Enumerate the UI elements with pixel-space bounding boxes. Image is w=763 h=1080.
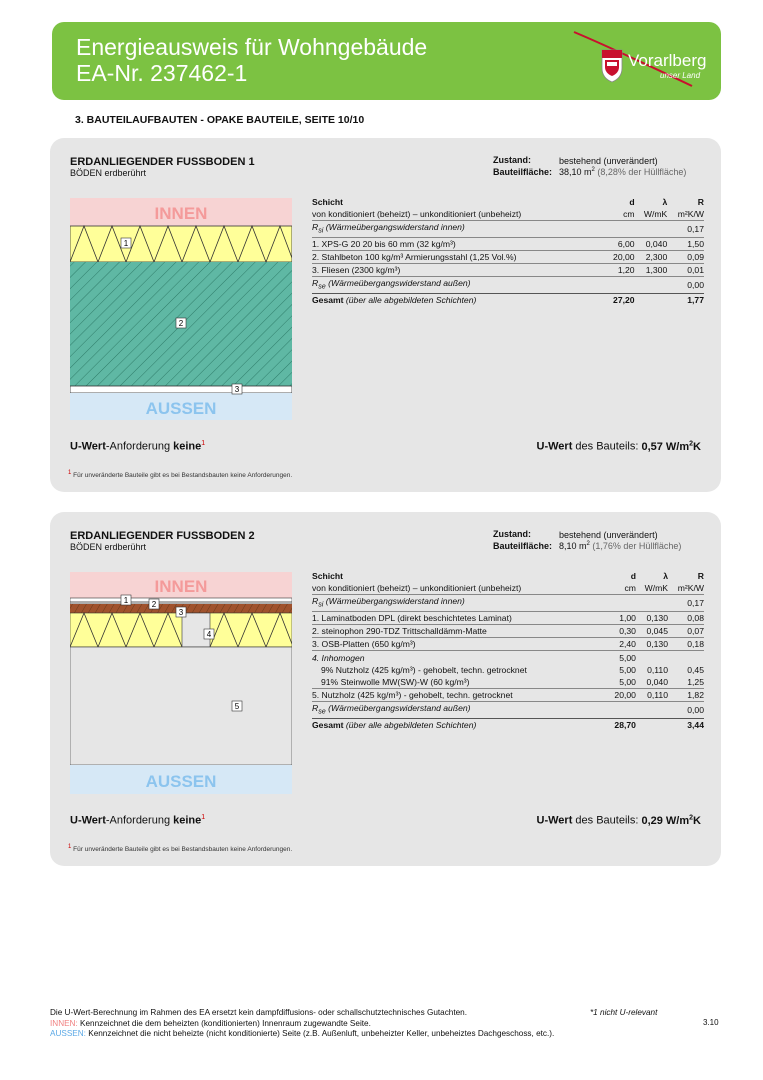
col-schicht: Schicht	[312, 571, 344, 581]
col-r: R	[697, 571, 704, 581]
u-requirement: U-Wert-Anforderung keine$^1$	[70, 440, 206, 453]
table-row: 3. Fliesen (2300 kg/m³) 1,20 1,300 0,01	[312, 265, 704, 276]
table-row: 4. Inhomogen 5,00	[312, 652, 636, 663]
table-row: 3. OSB-Platten (650 kg/m³) 2,40 0,130 0,18	[312, 639, 704, 650]
aussen-label: AUSSEN	[145, 772, 217, 791]
diagram-tag: 4	[206, 630, 212, 639]
title-line-2: EA-Nr. 237462-1	[76, 60, 248, 86]
footer-innen: INNEN: Kennzeichnet die dem beheizten (konditionierten) Innenraum zugewandte Seite.	[50, 1018, 371, 1028]
layer-tiles	[70, 386, 292, 393]
huelle-percent: (1,76% der Hüllfläche)	[592, 541, 682, 551]
zustand-label: Zustand:	[493, 529, 531, 539]
zustand-value: bestehend (unverändert)	[559, 530, 658, 540]
page-number: 3.10	[703, 1018, 719, 1027]
diagram-tag: 5	[234, 702, 240, 711]
footnote: 1 Für unveränderte Bauteile gibt es bei Bestandsbauten keine Anforderungen.	[68, 470, 293, 480]
table-row: 1. Laminatboden DPL (direkt beschichtetes Laminat) 1,00 0,130 0,08	[312, 613, 704, 623]
svg-text:unser Land: unser Land	[660, 71, 701, 80]
aussen-label: AUSSEN	[145, 399, 217, 418]
u-value: U-Wert des Bauteils: 0,29 $W/m^2K$	[536, 814, 701, 827]
table-row: $R_{se}$ (Wärmeübergangswiderstand außen) 0,00	[312, 278, 704, 292]
diagram-tag: 3	[234, 385, 240, 394]
title-line-1: Energieausweis für Wohngebäude	[76, 34, 428, 60]
table-row: 91% Steinwolle MW(SW)-W (60 kg/m³) 5,00 0,040 1,25	[312, 676, 704, 689]
footnote: 1 Für unveränderte Bauteile gibt es bei Bestandsbauten keine Anforderungen.	[68, 844, 293, 854]
u-requirement: U-Wert-Anforderung keine$^1$	[70, 814, 206, 827]
vorarlberg-logo	[572, 28, 712, 94]
diagram-tag: 2	[151, 600, 157, 609]
component-card-2	[50, 512, 721, 866]
header-banner	[52, 22, 721, 100]
diagram-tag: 2	[178, 319, 184, 328]
layer-table: Schicht d λ R von konditioniert (beheizt) – unkonditioniert (unbeheizt) cm W/mK m²K/W $R_{si}$ (Wärmeübergangswiderstand innen) 0,17 1. XPS-G 20 20 bis 60 mm (32 kg/m³) 6,00 0,040 1,50 2. Stahlbeton 100 kg/m³ Armierungsstahl (1,25 Vol.%) 20,00 2,300 0,09 3. Fliesen (2300 kg/m³) 1,20 1,300 0,01 $R_{se}$ (Wärmeübergangswiderstand außen) 0,00 Gesamt (über alle abgebildeten Schichten) 27,20 1,77	[312, 197, 704, 306]
layer-laminate	[70, 598, 292, 602]
table-row: $R_{si}$ (Wärmeübergangswiderstand innen) 0,17	[312, 595, 704, 612]
component-subtitle: BÖDEN erdberührt	[70, 542, 147, 552]
flaeche-value: 8,10 $m^2$ (1,76% der Hüllfläche)	[559, 541, 682, 551]
col-lambda: λ	[663, 571, 668, 581]
page-footer	[50, 1008, 554, 1040]
innen-label: INNEN	[154, 204, 208, 223]
table-row: 2. Stahlbeton 100 kg/m³ Armierungsstahl (1,25 Vol.%) 20,00 2,300 0,09	[312, 252, 704, 263]
table-row: 9% Nutzholz (425 kg/m³) - gehobelt, techn. getrocknet 5,00 0,110 0,45	[321, 664, 704, 675]
diagram-tag: 1	[123, 239, 129, 248]
direction-note: von konditioniert (beheizt) – unkonditioniert (unbeheizt)	[312, 582, 606, 595]
total-row: Gesamt (über alle abgebildeten Schichten) 28,70 3,44	[312, 720, 704, 731]
col-d: d	[630, 571, 636, 581]
layer-impact-mat	[70, 602, 292, 604]
col-schicht: Schicht	[312, 197, 344, 207]
component-card-1	[50, 138, 721, 492]
table-row: 2. steinophon 290-TDZ Trittschalldämm-Matte 0,30 0,045 0,07	[312, 626, 704, 637]
huelle-percent: (8,28% der Hüllfläche)	[597, 167, 687, 177]
diagram-tag: 3	[178, 608, 184, 617]
table-row: $R_{se}$ (Wärmeübergangswiderstand außen) 0,00	[312, 703, 704, 716]
section-title: 3. BAUTEILAUFBAUTEN - OPAKE BAUTEILE, SEITE 10/10	[75, 114, 365, 126]
table-row: 5. Nutzholz (425 kg/m³) - gehobelt, techn. getrocknet 20,00 0,110 1,82	[312, 690, 704, 701]
direction-note: von konditioniert (beheizt) – unkonditioniert (unbeheizt)	[312, 208, 605, 221]
footer-disclaimer: Die U-Wert-Berechnung im Rahmen des EA ersetzt kein dampfdiffusions- oder schallschutztechnisches Gutachten.	[50, 1008, 468, 1017]
table-row: $R_{si}$ (Wärmeübergangswiderstand innen) 0,17	[312, 221, 704, 238]
flaeche-label: Bauteilfläche:	[493, 167, 553, 177]
diagram-tag: 1	[123, 596, 129, 605]
svg-text:Vorarlberg: Vorarlberg	[628, 51, 707, 70]
col-lambda: λ	[662, 197, 668, 207]
component-title: ERDANLIEGENDER FUSSBODEN 2	[70, 530, 255, 542]
footer-aussen: AUSSEN: Kennzeichnet die nicht beheizte (nicht konditionierte) Seite (z.B. Außenluft, unbeheizter Keller, unbeheiztes Dachgeschoss, etc.).	[50, 1029, 555, 1038]
flaeche-label: Bauteilfläche:	[493, 541, 553, 551]
layer-timber	[70, 647, 292, 765]
document-title	[76, 34, 427, 86]
layer-diagram	[70, 198, 292, 420]
total-row: Gesamt (über alle abgebildeten Schichten) 27,20 1,77	[312, 295, 704, 306]
zustand-value: bestehend (unverändert)	[559, 156, 658, 166]
innen-label: INNEN	[154, 577, 208, 596]
layer-diagram	[70, 572, 292, 794]
col-r: R	[697, 197, 704, 207]
col-d: d	[629, 197, 635, 207]
flaeche-value: 38,10 $m^2$ (8,28% der Hüllfläche)	[559, 167, 687, 177]
footer-note-right: *1 nicht U-relevant	[590, 1008, 658, 1017]
table-row: 1. XPS-G 20 20 bis 60 mm (32 kg/m³) 6,00 0,040 1,50	[312, 239, 704, 249]
component-title: ERDANLIEGENDER FUSSBODEN 1	[70, 156, 255, 168]
layer-table: Schicht d λ R von konditioniert (beheizt) – unkonditioniert (unbeheizt) cm W/mK m²K/W $R_{si}$ (Wärmeübergangswiderstand innen) 0,17 1. Laminatboden DPL (direkt beschichtetes Laminat) 1,00 0,130 0,08 2. steinophon 290-TDZ Trittschalldämm-Matte 0,30 0,045 0,07 3. OSB-Platten (650 kg/m³) 2,40 0,130 0,18 4. Inhomogen 5,00 9% Nutzholz (425 kg/m³) - gehobelt, techn. getrocknet 5,00 0,110 0,45 91% Steinwolle MW(SW)-W (60 kg/m³) 5,00 0,040 1,25 5. Nutzholz (425 kg/m³) - gehobelt, techn. getrocknet 20,00 0,110 1,82 $R_{se}$ (Wärmeübergangswiderstand außen) 0,00 Gesamt (über alle abgebildeten Schichten) 28,70 3,44	[312, 571, 704, 731]
component-subtitle: BÖDEN erdberührt	[70, 168, 147, 178]
u-value: U-Wert des Bauteils: 0,57 $W/m^2K$	[536, 440, 701, 453]
zustand-label: Zustand:	[493, 155, 531, 165]
